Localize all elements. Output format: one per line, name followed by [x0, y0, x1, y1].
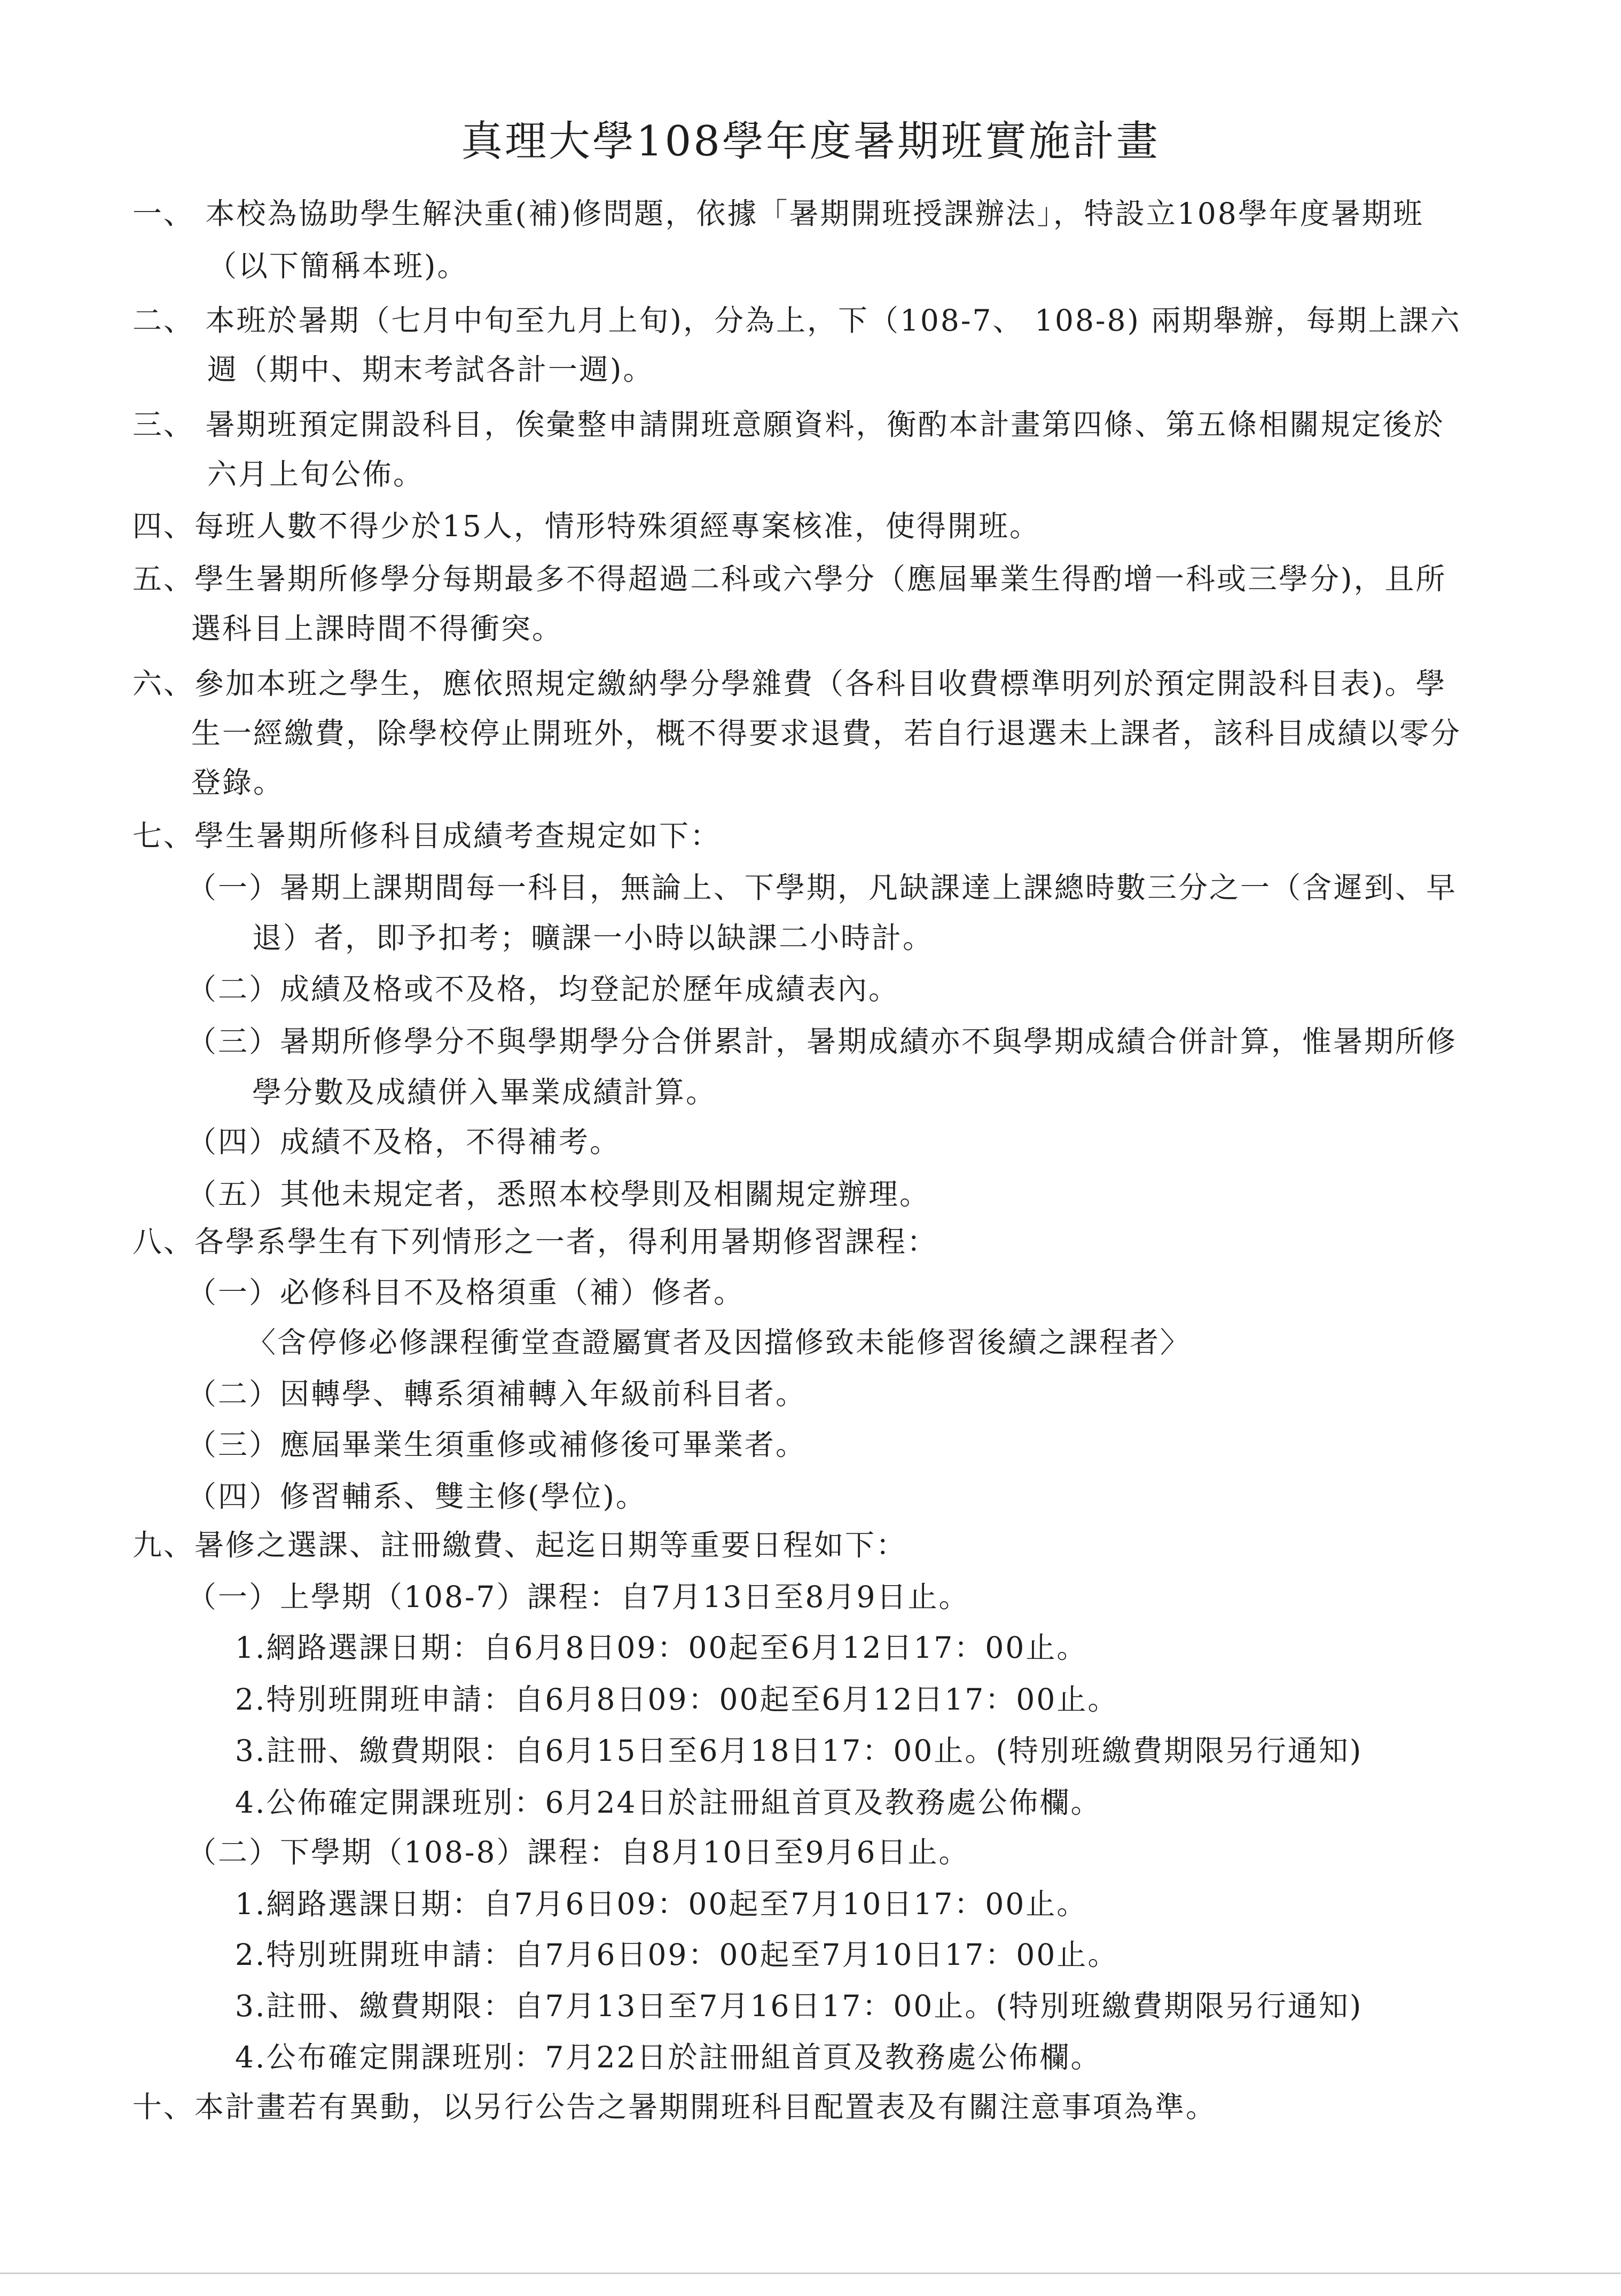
section-9-item-1-step-2: 2.特別班開班申請：自6月8日09：00起至6月12日17：00止。 — [235, 1682, 1119, 1717]
section-9-item-1-step-4: 4.公佈確定開課班別：6月24日於註冊組首頁及教務處公佈欄。 — [235, 1785, 1102, 1820]
section-5-line-1: 五、學生暑期所修學分每期最多不得超過二科或六學分（應屆畢業生得酌增一科或三學分)，且所 — [132, 562, 1447, 596]
section-10-line-1: 十、本計畫若有異動，以另行公告之暑期開班科目配置表及有關注意事項為準。 — [132, 2090, 1217, 2124]
section-3-line-2: 六月上旬公佈。 — [207, 457, 425, 491]
section-8-item-2-line-1: （二）因轉學、轉系須補轉入年級前科目者。 — [187, 1377, 807, 1411]
section-7-item-1-line-1: （一）暑期上課期間每一科目，無論上、下學期，凡缺課達上課總時數三分之一（含遲到、早 — [187, 871, 1458, 905]
section-6-line-1: 六、參加本班之學生，應依照規定繳納學分學雜費（各科目收費標準明列於預定開設科目表)。學 — [132, 667, 1447, 701]
section-2-line-2: 週（期中、期末考試各計一週)。 — [207, 352, 654, 387]
section-7-item-4-line-1: （四）成績不及格，不得補考。 — [187, 1125, 621, 1159]
section-9-item-2-step-3: 3.註冊、繳費期限：自7月13日至7月16日17：00止。(特別班繳費期限另行通知) — [235, 1989, 1363, 2023]
section-7-item-3-line-2: 學分數及成績併入畢業成績計算。 — [252, 1075, 717, 1109]
section-2-line-1: 二、 本班於暑期（七月中旬至九月上旬)，分為上，下（108-7、 108-8) 兩期舉辦，每期上課六 — [132, 303, 1461, 338]
document-title: 真理大學108學年度暑期班實施計畫 — [461, 117, 1160, 166]
section-8-line-1: 八、各學系學生有下列情形之一者，得利用暑期修習課程： — [132, 1225, 938, 1259]
section-9-line-1: 九、暑修之選課、註冊繳費、起迄日期等重要日程如下： — [132, 1528, 907, 1562]
section-8-item-1-note: 〈含停修必修課程衝堂查證屬實者及因擋修致未能修習後續之課程者〉 — [247, 1326, 1191, 1359]
section-9-item-1-step-3: 3.註冊、繳費期限：自6月15日至6月18日17：00止。(特別班繳費期限另行通知) — [235, 1734, 1363, 1768]
section-4-line-1: 四、每班人數不得少於15人，情形特殊須經專案核准，使得開班。 — [132, 509, 1040, 543]
section-8-item-3-line-1: （三）應屆畢業生須重修或補修後可畢業者。 — [187, 1428, 807, 1462]
section-9-item-2-step-2: 2.特別班開班申請：自7月6日09：00起至7月10日17：00止。 — [235, 1938, 1119, 1972]
section-3-line-1: 三、 暑期班預定開設科目，俟彙整申請開班意願資料，衡酌本計畫第四條、第五條相關規定後於 — [132, 408, 1445, 442]
section-9-item-2-step-4: 4.公布確定開課班別：7月22日於註冊組首頁及教務處公佈欄。 — [235, 2040, 1102, 2074]
section-7-item-1-line-2: 退）者，即予扣考；曠課一小時以缺課二小時計。 — [252, 921, 934, 955]
section-6-line-3: 登錄。 — [191, 765, 285, 800]
section-5-line-2: 選科目上課時間不得衝突。 — [191, 612, 563, 646]
section-9-item-1-line-1: （一）上學期（108-7）課程：自7月13日至8月9日止。 — [187, 1580, 970, 1614]
section-1-line-1: 一、 本校為協助學生解決重(補)修問題，依據「暑期開班授課辦法」，特設立108學年度暑期班 — [132, 197, 1424, 231]
section-7-line-1: 七、學生暑期所修科目成績考查規定如下： — [132, 819, 722, 853]
section-7-item-3-line-1: （三）暑期所修學分不與學期學分合併累計，暑期成績亦不與學期成績合併計算，惟暑期所修 — [187, 1024, 1458, 1059]
scan-bottom-edge — [0, 2273, 1621, 2274]
section-9-item-2-line-1: （二）下學期（108-8）課程：自8月10日至9月6日止。 — [187, 1835, 970, 1869]
section-7-item-2-line-1: （二）成績及格或不及格，均登記於歷年成績表內。 — [187, 972, 900, 1006]
section-6-line-2: 生一經繳費，除學校停止開班外，概不得要求退費，若自行退選未上課者，該科目成績以零分 — [191, 716, 1462, 750]
section-7-item-5-line-1: （五）其他未規定者，悉照本校學則及相關規定辦理。 — [187, 1177, 931, 1211]
section-8-item-4-line-1: （四）修習輔系、雙主修(學位)。 — [187, 1479, 647, 1514]
section-9-item-1-step-1: 1.網路選課日期：自6月8日09：00起至6月12日17：00止。 — [235, 1631, 1088, 1665]
section-1-line-2: （以下簡稱本班)。 — [207, 249, 468, 283]
section-9-item-2-step-1: 1.網路選課日期：自7月6日09：00起至7月10日17：00止。 — [235, 1887, 1088, 1921]
section-8-item-1-line-1: （一）必修科目不及格須重（補）修者。 — [187, 1275, 745, 1310]
